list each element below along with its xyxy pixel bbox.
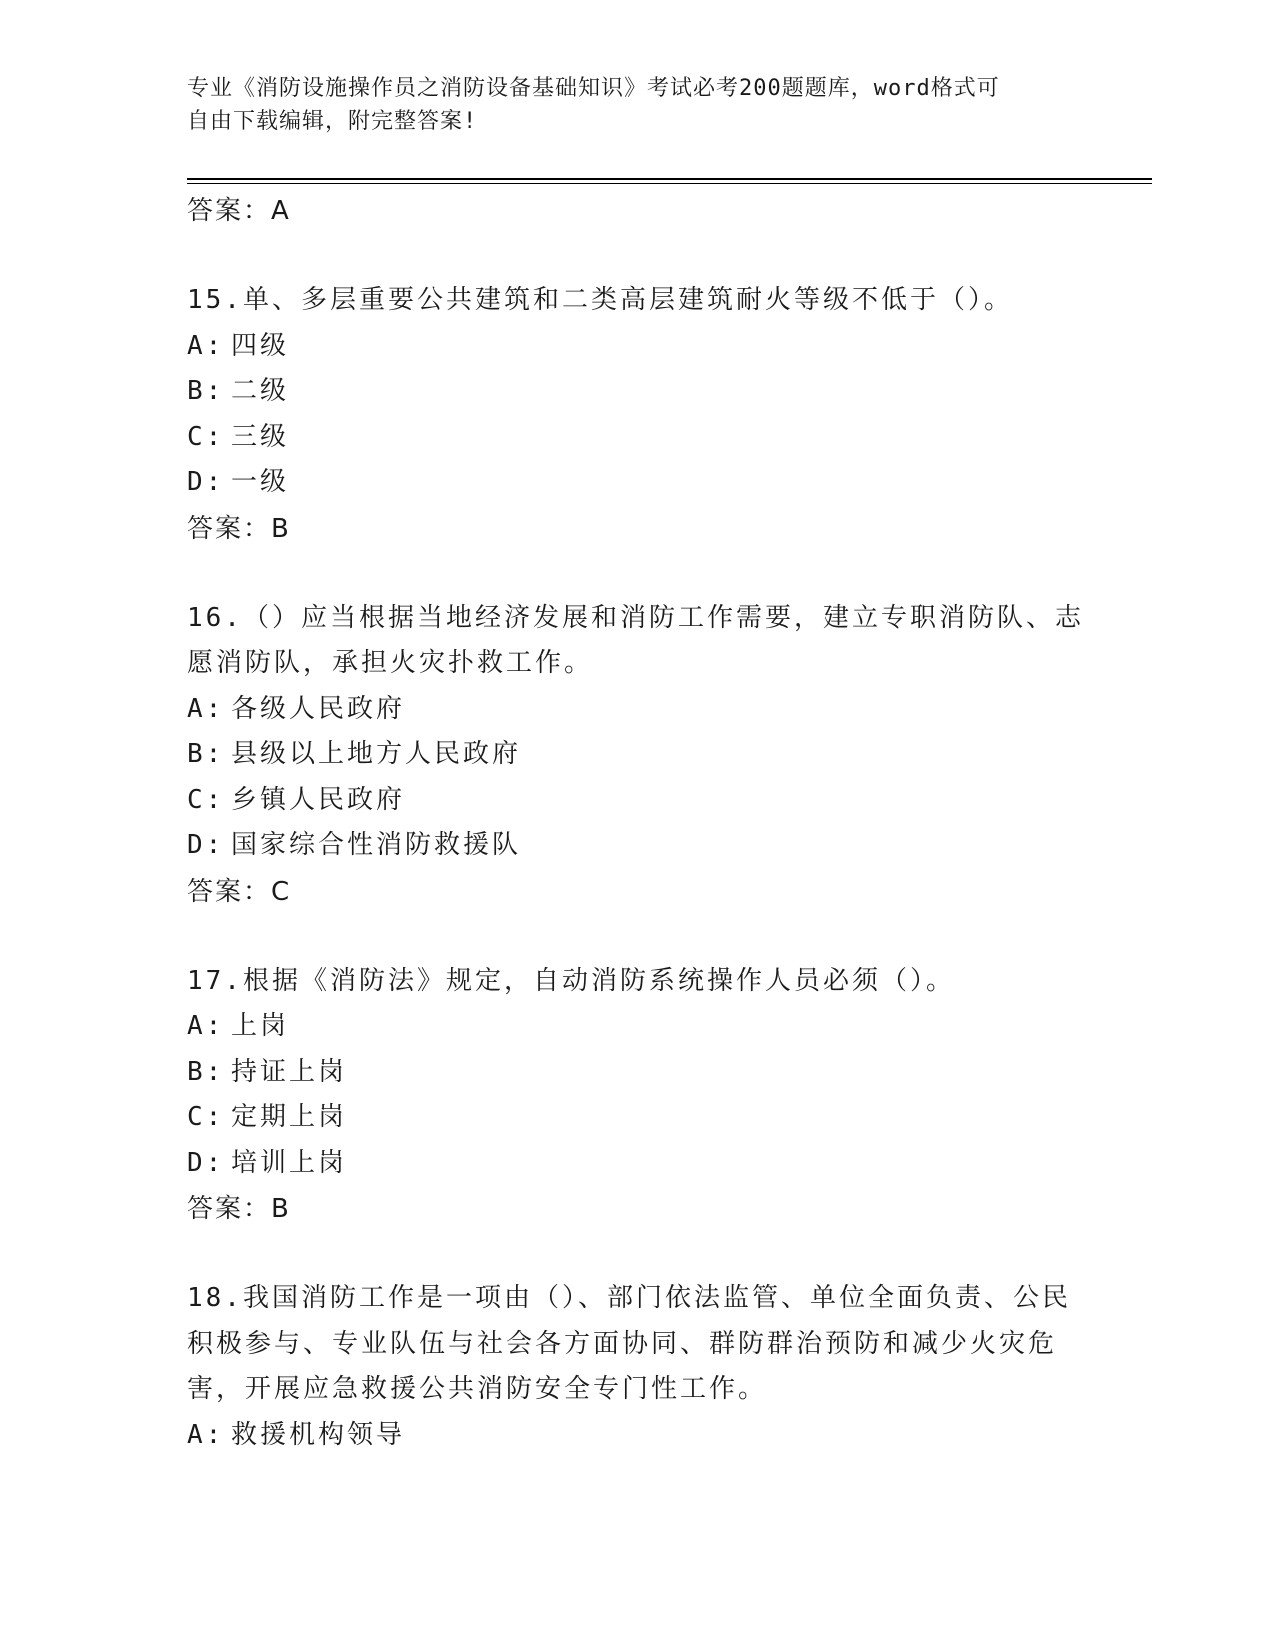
option-text: 县级以上地方人民政府 xyxy=(231,739,522,769)
question-15 xyxy=(187,278,1087,552)
option-text: 二级 xyxy=(231,376,290,406)
option-letter: A: xyxy=(187,693,225,724)
question-text: 18.我国消防工作是一项由（）、部门依法监管、单位全面负责、公民 xyxy=(187,1283,1071,1313)
previous-answer: 答案：A xyxy=(187,196,291,226)
option-a xyxy=(187,1413,1087,1459)
option-letter: A: xyxy=(187,1011,225,1041)
option-letter: D: xyxy=(187,467,225,497)
answer: 答案：B xyxy=(187,1194,291,1224)
question-text: 17.根据《消防法》规定，自动消防系统操作人员必须（）。 xyxy=(187,965,955,996)
option-a xyxy=(187,324,1087,370)
header-rule-thick xyxy=(187,178,1152,180)
option-c xyxy=(187,778,1087,824)
option-b xyxy=(187,732,1087,778)
option-text: 定期上岗 xyxy=(231,1102,348,1132)
option-text: 各级人民政府 xyxy=(231,693,406,724)
option-d xyxy=(187,460,1087,506)
option-text: 三级 xyxy=(231,421,290,452)
question-16 xyxy=(187,596,1087,915)
option-text: 救援机构领导 xyxy=(231,1419,406,1450)
option-text: 持证上岗 xyxy=(231,1056,348,1087)
question-text: 积极参与、专业队伍与社会各方面协同、群防群治预防和减少火灾危 xyxy=(187,1328,1058,1359)
option-letter: B: xyxy=(187,376,225,406)
option-text: 培训上岗 xyxy=(231,1147,348,1178)
option-a xyxy=(187,687,1087,733)
answer: 答案：C xyxy=(187,876,292,907)
option-d xyxy=(187,823,1087,869)
option-a xyxy=(187,1004,1087,1050)
option-text: 一级 xyxy=(231,467,290,497)
document-header xyxy=(187,72,1087,138)
option-c xyxy=(187,1095,1087,1141)
option-letter: A: xyxy=(187,330,225,361)
option-letter: C: xyxy=(187,1102,225,1132)
option-letter: B: xyxy=(187,1056,225,1087)
option-text: 上岗 xyxy=(231,1011,290,1041)
question-list xyxy=(187,188,1087,1458)
question-text: 害，开展应急救援公共消防安全专门性工作。 xyxy=(187,1374,768,1404)
option-letter: D: xyxy=(187,830,225,860)
question-text: 16.（）应当根据当地经济发展和消防工作需要，建立专职消防队、志 xyxy=(187,602,1084,633)
question-17 xyxy=(187,959,1087,1233)
option-d xyxy=(187,1141,1087,1187)
option-letter: C: xyxy=(187,421,225,452)
option-letter: C: xyxy=(187,784,225,815)
question-text: 愿消防队，承担火灾扑救工作。 xyxy=(187,648,594,678)
option-text: 四级 xyxy=(231,330,290,361)
option-b xyxy=(187,369,1087,415)
header-line-1: 专业《消防设施操作员之消防设备基础知识》考试必考200题题库，word格式可 xyxy=(187,76,1000,101)
header-rule-thin xyxy=(187,183,1152,184)
answer: 答案：B xyxy=(187,513,291,544)
header-line-2: 自由下载编辑，附完整答案! xyxy=(187,109,478,134)
option-letter: A: xyxy=(187,1419,225,1450)
question-18 xyxy=(187,1276,1087,1458)
option-text: 国家综合性消防救援队 xyxy=(231,830,522,860)
option-c xyxy=(187,415,1087,461)
option-text: 乡镇人民政府 xyxy=(231,784,406,815)
question-text: 15.单、多层重要公共建筑和二类高层建筑耐火等级不低于（）。 xyxy=(187,285,1013,315)
option-b xyxy=(187,1050,1087,1096)
option-letter: D: xyxy=(187,1147,225,1178)
option-letter: B: xyxy=(187,739,225,769)
